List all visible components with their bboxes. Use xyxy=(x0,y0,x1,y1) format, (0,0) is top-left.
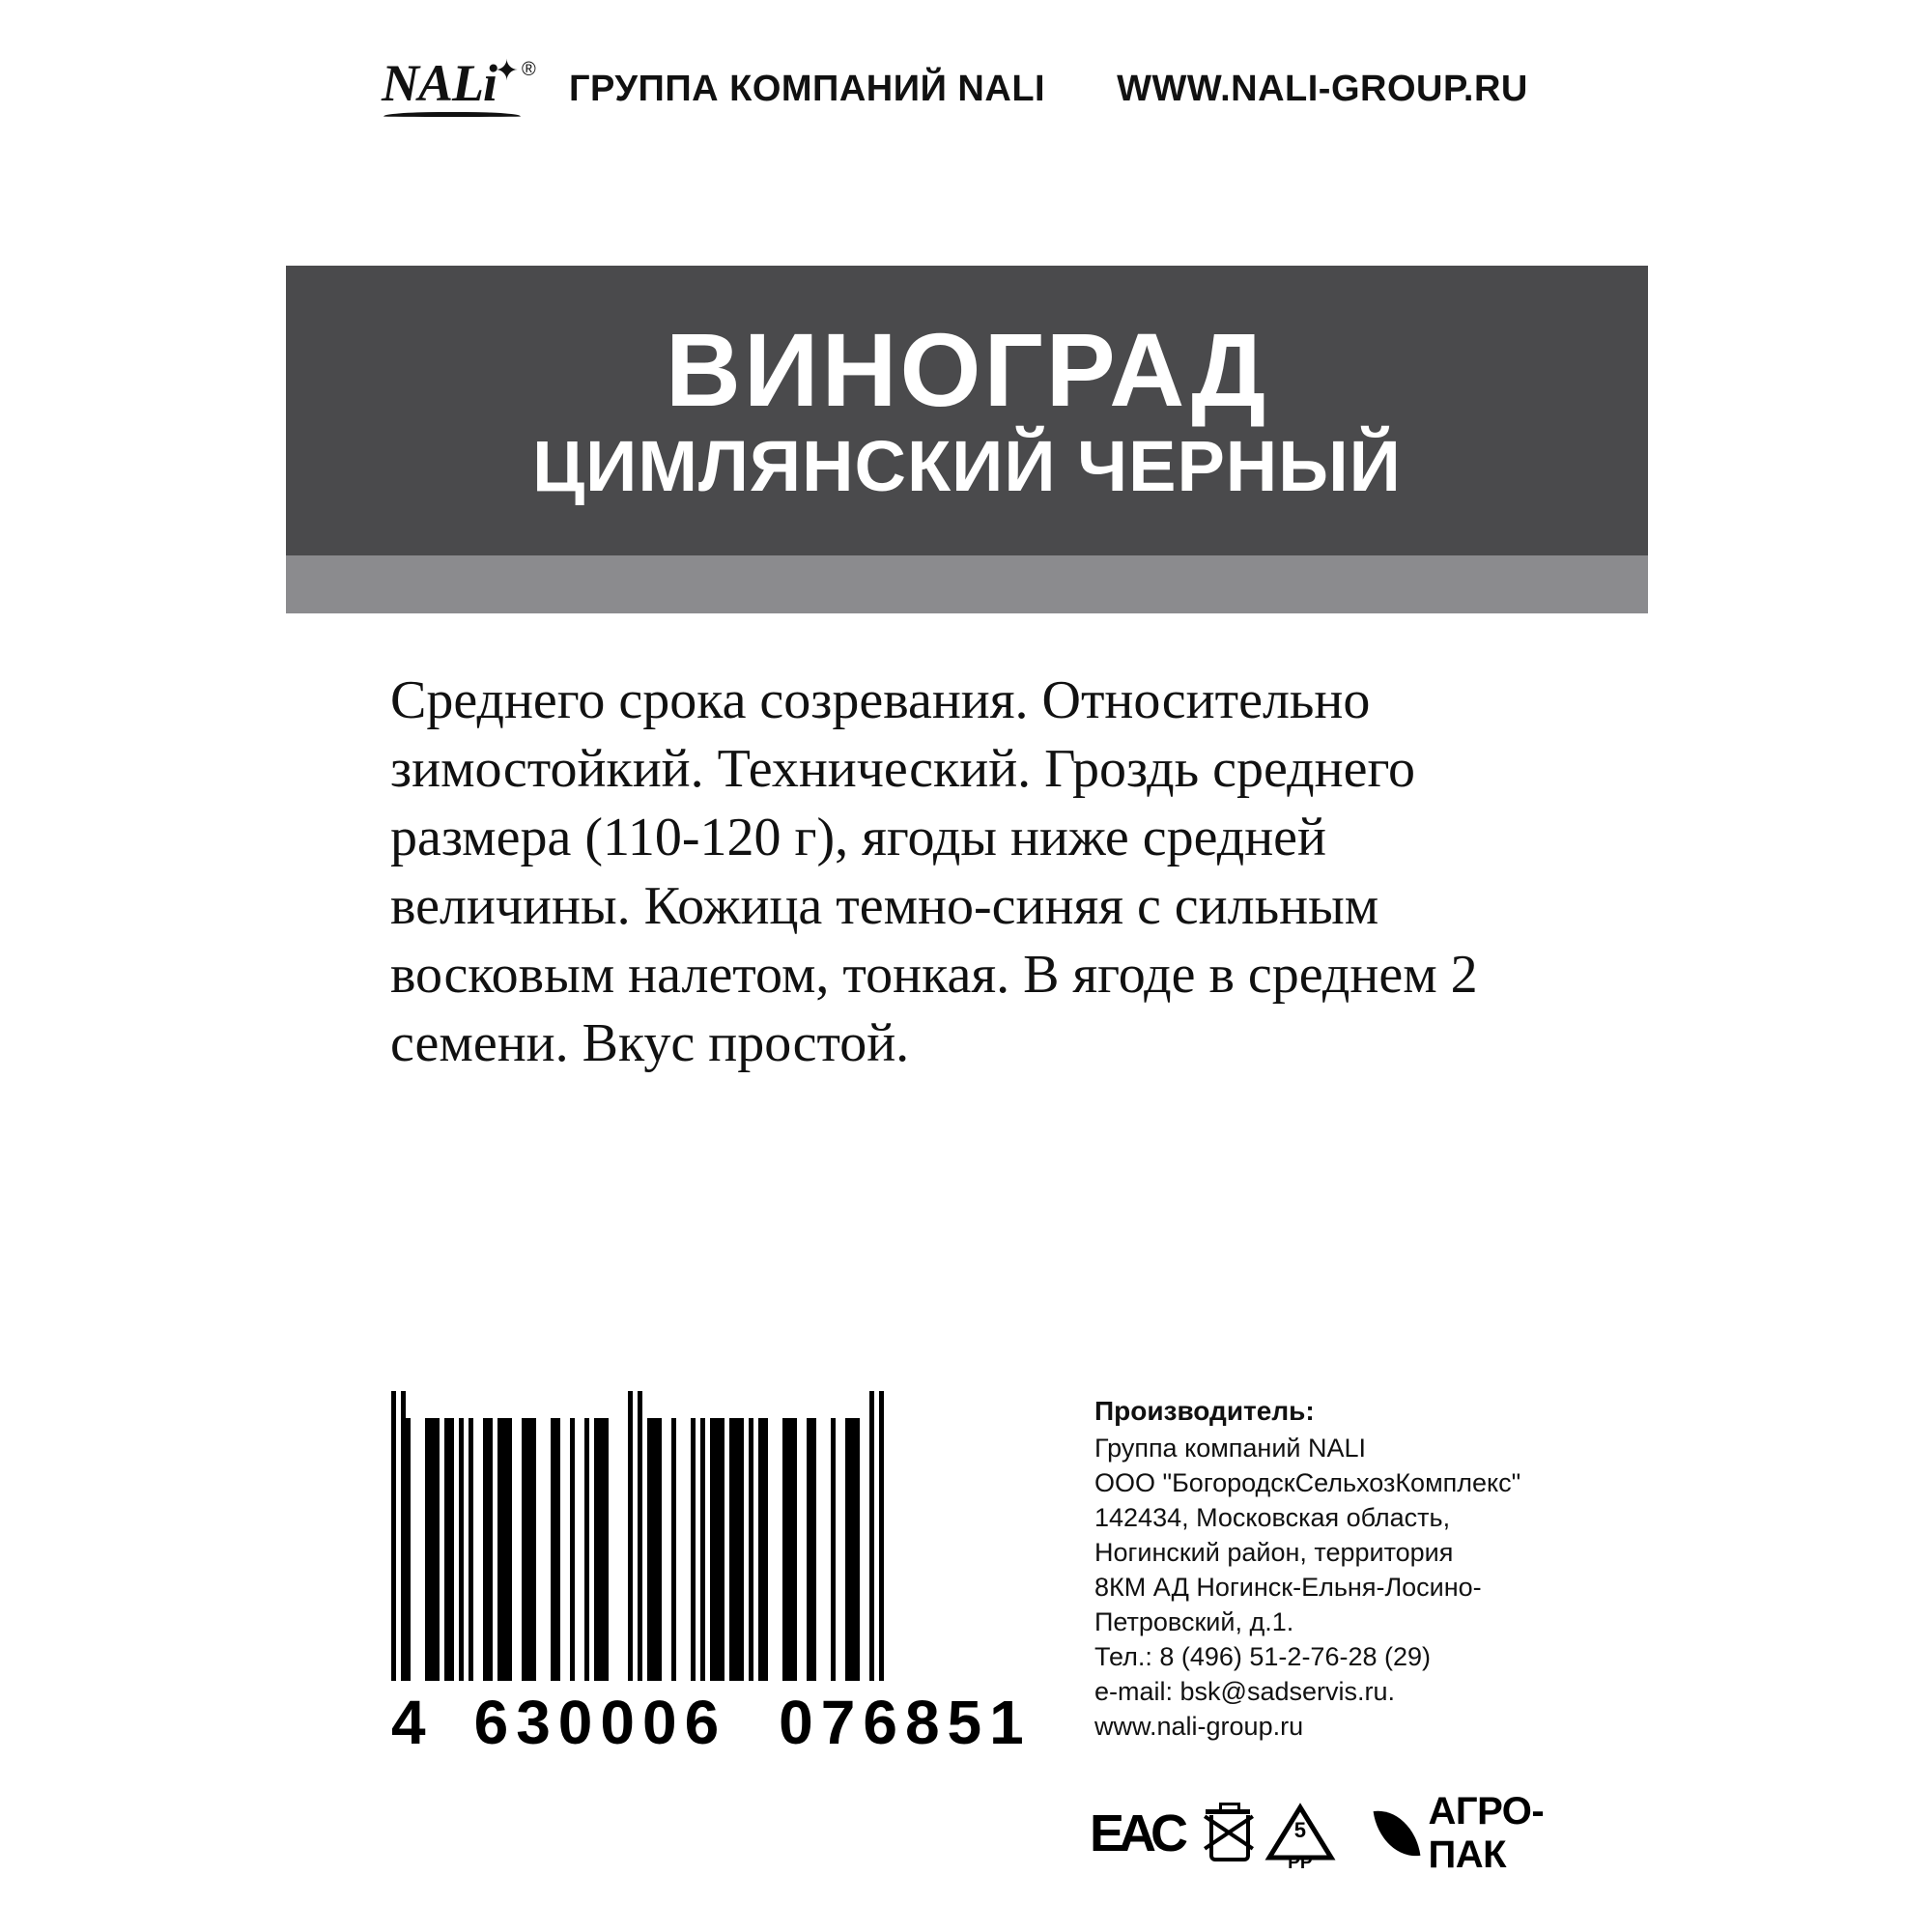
producer-line: ООО "БогородскСельхозКомплекс" xyxy=(1094,1468,1521,1497)
agro-pak-logo xyxy=(1377,1790,1611,1877)
producer-title: Производитель: xyxy=(1094,1396,1315,1426)
recycle-number: 5 xyxy=(1293,1818,1306,1842)
product-variety: ЦИМЛЯНСКИЙ ЧЕРНЫЙ xyxy=(532,426,1402,506)
title-banner-content xyxy=(286,266,1648,555)
bin-lid-shape xyxy=(1206,1809,1250,1814)
title-banner-footer-bar xyxy=(286,555,1648,613)
barcode-right-group: 076851 xyxy=(779,1688,1032,1757)
product-description: Среднего срока созревания. Относительно зимостойкий. Технический. Гроздь среднего размера (110-120 г), ягоды ниже средней величины. Кожица темно-синяя с сильным восковым налетом, тонкая. В ягоде в среднем 2 семени. Вкус простой. xyxy=(390,670,1478,1073)
producer-email: e-mail: bsk@sadservis.ru. xyxy=(1094,1677,1395,1706)
title-banner xyxy=(286,266,1648,613)
agro-pak-label: АГРО-ПАК xyxy=(1428,1790,1545,1876)
header-company-name: ГРУППА КОМПАНИЙ NALI xyxy=(569,68,1046,109)
product-title: ВИНОГРАД xyxy=(665,311,1269,428)
logo-wordmark: NALi xyxy=(382,54,497,112)
header xyxy=(382,50,1589,128)
barcode-first-digit: 4 xyxy=(391,1688,434,1757)
barcode-bars xyxy=(391,1391,1048,1681)
barcode xyxy=(391,1391,1048,1758)
producer-line: Группа компаний NALI xyxy=(1094,1434,1367,1463)
producer-info xyxy=(1094,1394,1597,1744)
recycle-triangle-icon xyxy=(1264,1795,1336,1872)
certification-marks xyxy=(1090,1792,1611,1875)
producer-line: 142434, Московская область, xyxy=(1094,1503,1451,1532)
registered-trademark-icon: ® xyxy=(522,59,536,80)
eac-mark-icon: ЕAC xyxy=(1090,1804,1183,1862)
do-not-litter-icon xyxy=(1198,1802,1255,1865)
nali-logo xyxy=(382,54,536,124)
leaf-icon xyxy=(1373,1805,1419,1861)
producer-phone: Тел.: 8 (496) 51-2-76-28 (29) xyxy=(1094,1642,1432,1671)
recycle-material-code: PP xyxy=(1288,1853,1313,1873)
header-website: WWW.NALI-GROUP.RU xyxy=(1117,68,1528,109)
producer-line: Ногинский район, территория xyxy=(1094,1538,1454,1567)
barcode-digits xyxy=(391,1687,1048,1758)
producer-line: 8КМ АД Ногинск-Ельня-Лосино- xyxy=(1094,1573,1482,1602)
star-icon: ✦ xyxy=(495,55,520,87)
producer-line: Петровский, д.1. xyxy=(1094,1607,1294,1636)
producer-website: www.nali-group.ru xyxy=(1094,1712,1304,1741)
barcode-left-group: 630006 xyxy=(473,1688,727,1757)
logo-underline-shape xyxy=(384,112,521,117)
